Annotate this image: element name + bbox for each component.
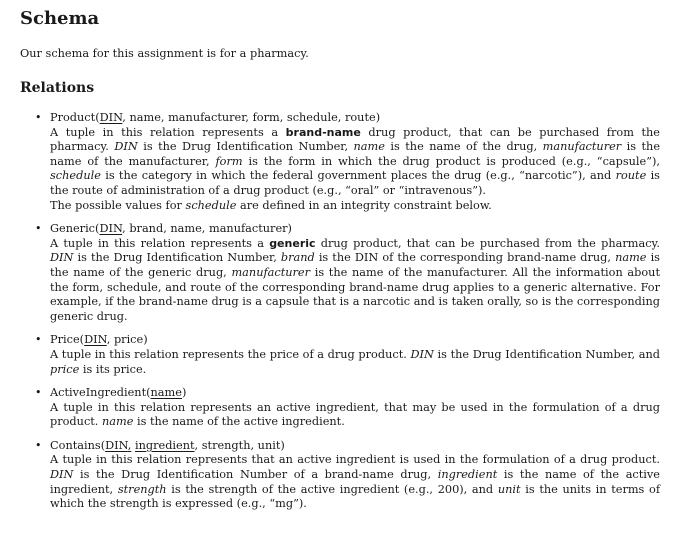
relation-name: Product [50,111,96,124]
attribute-separator: , [245,111,249,124]
relation-item [20,222,660,324]
bullet-icon: • [35,333,42,347]
text-run: is the name of the generic drug, [50,251,660,279]
bullet-icon: • [35,386,42,400]
attribute-separator: , [337,111,342,124]
text-run: is the name of the active ingredient. [133,415,345,429]
attribute-separator: , [106,333,111,347]
relation-item [20,439,660,512]
relation-name: ActiveIngredient [50,386,147,400]
relation-signature: Product(DIN, name, manufacturer, form, schedule, route) [50,111,381,124]
text-run: is the form in which the drug product is produced (e.g., “capsule”), [242,154,661,168]
relation-description [50,126,660,199]
text-run: is the route of administration of a drug product (e.g., “oral” or “intravenous”). [50,169,660,197]
attribute-separator: , [160,111,165,124]
attribute-ref: DIN [50,468,74,482]
relation-item [20,111,660,213]
text-run: is the name of the manufacturer. All the information about the form, schedule, and route of the corresponding brand-name drug applies to a generic alternative. For example, if the brand-name drug is a capsule that is a narcotic and is taken orally, so is the corresponding generic drug. [50,265,660,323]
relation-signature: Contains(DIN, ingredient, strength, unit) [50,438,285,452]
intro-text: Our schema for this assignment is for a pharmacy. [20,47,309,60]
attribute: brand [129,222,164,236]
attribute-separator: , [201,222,206,236]
attribute-ref: brand [280,251,315,265]
attribute: strength [201,438,251,452]
text-run: A tuple in this relation represents an active ingredient, that may be used in the formulation of a drug product. [50,400,660,429]
text-run: is the Drug Identification Number, and [433,347,660,361]
relations-heading: Relations [20,80,95,96]
relation-item [20,386,660,430]
attribute: form [252,111,280,124]
attribute-ref: DIN [410,347,434,361]
text-run: drug product, that can be purchased from the pharmacy. [50,125,660,154]
attribute-ref: name [353,140,385,154]
key-attribute: DIN [99,222,123,236]
attribute-ref: DIN [50,251,74,265]
text-run: drug product, that can be purchased from the pharmacy. [315,236,660,250]
relation-name: Price [50,333,80,347]
text-run: A tuple in this relation represents a [50,125,286,139]
relation-signature: Price(DIN, price) [50,333,148,347]
relation-name: Contains [50,438,101,452]
text-run: is the units in terms of which the strength is expressed (e.g., “mg”). [50,482,661,511]
attribute-ref: DIN [114,140,138,154]
attribute-ref: price [50,362,80,376]
relations-list [20,111,660,512]
text-run: is the Drug Identification Number, [73,251,281,265]
text-run: is the Drug Identification Number, [137,140,354,154]
relation-item [20,333,660,377]
key-attribute: name [150,386,182,400]
attribute-ref: route [615,169,647,183]
attribute-ref: form [215,154,243,168]
attribute-ref: manufacturer [231,265,311,279]
bullet-icon: • [35,222,42,236]
relation-description [50,453,660,511]
relation-description [50,237,660,325]
attribute-separator: , [250,438,255,452]
text-run: is the category in which the federal government places the drug (e.g., “narcotic”), and [100,169,616,183]
text-run: are defined in an integrity constraint below. [236,198,492,212]
attribute: route [344,111,376,124]
attribute-ref: schedule [50,169,101,183]
attribute-separator: , [122,222,126,236]
attribute-ref: name [615,251,647,265]
text-run: is its price. [79,362,147,376]
key-attribute: DIN [105,438,128,452]
attribute: unit [257,438,281,452]
text-run: is the name of the active ingredient, [50,468,660,496]
attribute: manufacturer [208,222,288,236]
key-attribute: DIN [84,333,107,347]
attribute-ref: schedule [185,198,237,212]
emphasis-bold: generic [269,236,316,250]
relation-description [50,401,660,430]
text-run: is the DIN of the corresponding brand-name drug, [314,251,616,265]
relation-description [50,348,660,377]
attribute: manufacturer [168,111,246,124]
attribute-separator: , [127,438,132,452]
attribute-separator: , [163,222,167,236]
key-attribute: DIN [99,111,123,124]
attribute: schedule [286,111,338,124]
text-run: is the name of the manufacturer, [50,140,661,168]
attribute-ref: unit [497,482,521,496]
attribute-separator: , [194,438,199,452]
attribute: price [113,333,144,347]
text-run: is the name of the drug, [384,140,543,154]
attribute-ref: name [102,415,134,429]
attribute-ref: manufacturer [542,140,622,154]
key-attribute: ingredient [134,438,195,452]
attribute: name [129,111,161,124]
relation-signature: ActiveIngredient(name) [50,386,187,400]
attribute: name [170,222,202,236]
text-run: The possible values for [50,198,186,212]
text-run: A tuple in this relation represents that an active ingredient is used in the formulation of a drug product. [50,453,660,467]
relation-name: Generic [50,222,96,236]
attribute-separator: , [122,111,126,124]
attribute-ref: strength [117,482,167,496]
text-run: is the Drug Identification Number of a brand-name drug, [73,468,438,482]
text-run: A tuple in this relation represents the price of a drug product. [50,347,411,361]
bullet-icon: • [35,438,42,452]
relation-signature: Generic(DIN, brand, name, manufacturer) [50,222,292,236]
text-run: is the strength of the active ingredient (e.g., 200), and [166,482,498,496]
bullet-icon: • [35,111,42,124]
page-title: Schema [20,8,100,29]
emphasis-bold: brand-name [285,125,361,139]
attribute-ref: ingredient [437,468,498,482]
text-run: A tuple in this relation represents a [50,236,270,250]
attribute-separator: , [279,111,284,124]
relation-note [50,199,660,214]
